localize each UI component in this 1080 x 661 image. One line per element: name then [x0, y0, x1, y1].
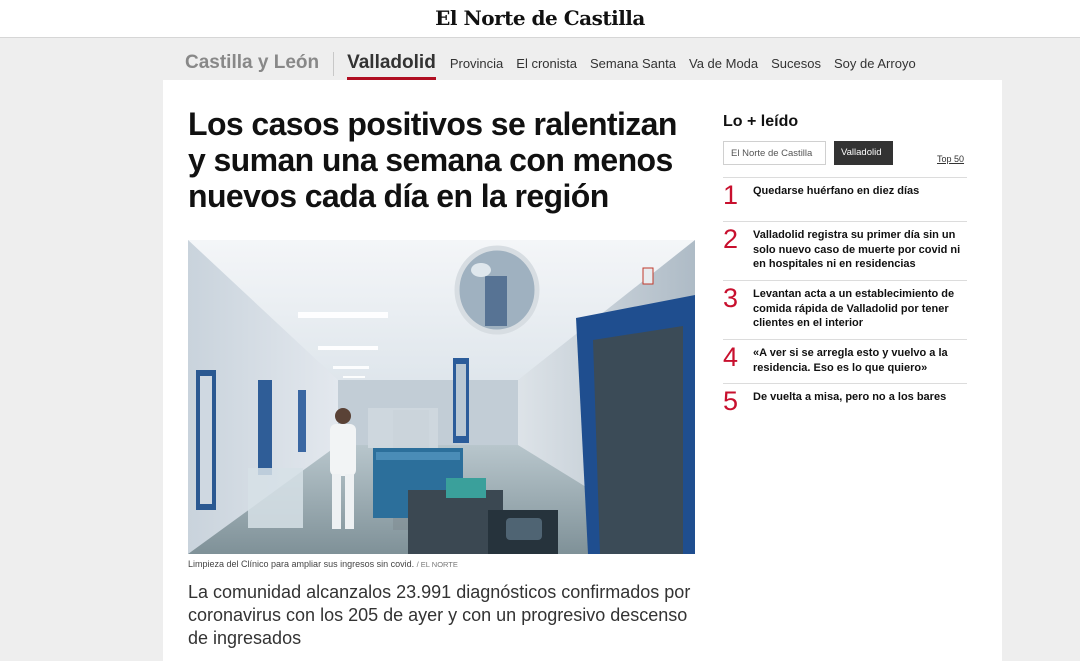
- list-item[interactable]: [723, 221, 967, 280]
- tab-el-norte-de-castilla[interactable]: El Norte de Castilla: [723, 141, 826, 165]
- rank-headline[interactable]: Quedarse huérfano en diez días: [753, 185, 920, 197]
- nav-current-valladolid[interactable]: Valladolid: [347, 50, 436, 80]
- most-read-list: [723, 177, 967, 419]
- section-nav: [185, 50, 929, 82]
- rank-number: 4: [723, 342, 739, 372]
- nav-link-sucesos[interactable]: Sucesos: [771, 56, 822, 71]
- nav-link-el-cronista[interactable]: El cronista: [516, 56, 577, 71]
- nav-section-castilla-y-leon[interactable]: Castilla y León: [185, 52, 320, 73]
- rank-headline[interactable]: De vuelta a misa, pero no a los bares: [753, 391, 947, 403]
- list-item[interactable]: [723, 383, 967, 419]
- site-logo[interactable]: El Norte de Castilla: [435, 6, 645, 30]
- most-read-tabs: [723, 141, 893, 165]
- article-summary: La comunidad alcanzalos 23.991 diagnósticos confirmados por coronavirus con los 205 de ayer y con un progresivo descenso de ingresados: [188, 582, 691, 648]
- rank-headline[interactable]: Levantan acta a un establecimiento de comida rápida de Valladolid por tener clientes en el interior: [753, 288, 955, 330]
- nav-link-soy-de-arroyo[interactable]: Soy de Arroyo: [834, 56, 916, 71]
- rank-number: 3: [723, 283, 739, 313]
- nav-link-va-de-moda[interactable]: Va de Moda: [689, 56, 759, 71]
- top-bar: [0, 0, 1080, 38]
- caption-text: Limpieza del Clínico para ampliar sus ingresos sin covid.: [188, 559, 415, 569]
- rank-number: 5: [723, 386, 739, 416]
- article-headline[interactable]: Los casos positivos se ralentizan y suman una semana con menos nuevos cada día en la región: [188, 106, 677, 214]
- photo-caption: [188, 559, 458, 569]
- caption-credit: / EL NORTE: [416, 560, 458, 569]
- rank-headline[interactable]: «A ver si se arregla esto y vuelvo a la residencia. Eso es lo que quiero»: [753, 347, 948, 374]
- nav-link-provincia[interactable]: Provincia: [449, 56, 504, 71]
- article-photo[interactable]: [188, 240, 695, 554]
- tab-valladolid[interactable]: Valladolid: [834, 141, 893, 165]
- rank-headline[interactable]: Valladolid registra su primer día sin un solo nuevo caso de muerte por covid ni en hospitales ni en residencias: [753, 229, 961, 271]
- most-read-title: Lo + leído: [723, 113, 799, 130]
- hospital-corridor-image: [188, 240, 695, 554]
- top-50-link[interactable]: Top 50: [937, 154, 965, 164]
- nav-link-semana-santa[interactable]: Semana Santa: [589, 56, 676, 71]
- rank-number: 1: [723, 180, 739, 210]
- list-item[interactable]: [723, 177, 967, 221]
- rank-number: 2: [723, 224, 739, 254]
- list-item[interactable]: [723, 339, 967, 383]
- nav-divider: [333, 52, 334, 76]
- list-item[interactable]: [723, 280, 967, 339]
